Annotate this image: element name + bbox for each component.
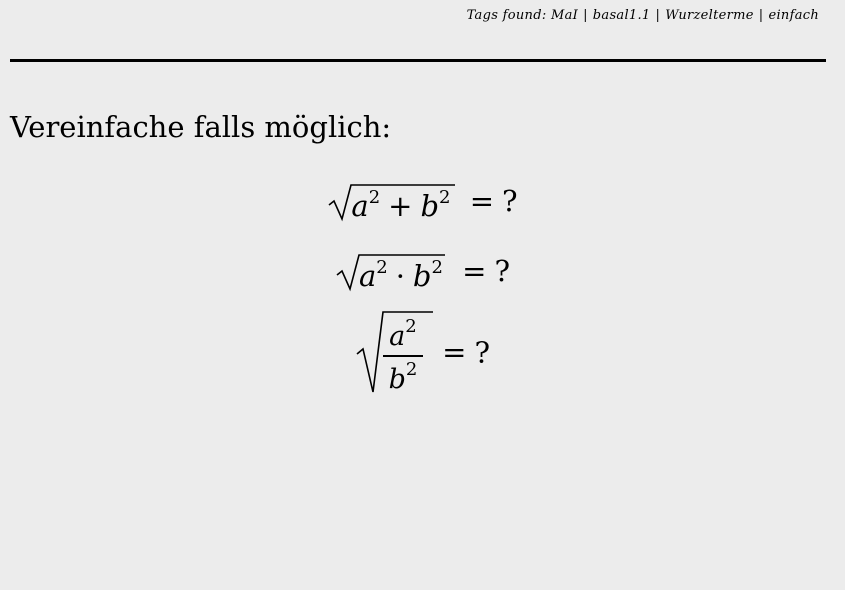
equals-sign: = [469, 184, 495, 218]
answer-placeholder: ? [494, 254, 511, 288]
header-divider [10, 59, 826, 62]
expression-quotient-of-squares [0, 310, 845, 395]
variable-a: a [351, 189, 369, 223]
answer-placeholder: ? [474, 335, 491, 370]
square-root [355, 310, 423, 395]
equals-sign: = [462, 254, 487, 288]
radical-sign-icon [327, 183, 457, 227]
exponent-b: 2 [405, 358, 418, 380]
tag-separator: | [655, 8, 661, 23]
exponent-b: 2 [439, 187, 451, 208]
tag-mai: MaI [550, 8, 579, 23]
tag-einfach: einfach [768, 8, 819, 23]
square-root [335, 253, 443, 293]
tag-separator: | [758, 8, 764, 23]
expression-sum-of-squares [0, 183, 845, 223]
exponent-b: 2 [431, 257, 443, 278]
variable-b: b [412, 259, 432, 293]
tags-label: Tags found: [466, 8, 547, 23]
question-prompt: Vereinfache falls möglich: [10, 110, 392, 144]
exponent-a: 2 [376, 257, 388, 278]
exponent-a: 2 [368, 187, 381, 208]
variable-a: a [358, 259, 377, 293]
variable-b: b [388, 363, 406, 395]
tag-basal: basal1.1 [592, 8, 651, 23]
tag-wurzelterme: Wurzelterme [665, 8, 754, 23]
exponent-a: 2 [405, 316, 417, 337]
equals-sign: = [442, 335, 467, 370]
square-root [327, 183, 450, 223]
tag-separator: | [583, 8, 588, 23]
expression-product-of-squares [0, 253, 845, 293]
radical-sign-icon [355, 310, 435, 396]
tags-header [467, 8, 819, 23]
plus-operator: + [388, 189, 413, 223]
variable-b: b [420, 189, 440, 223]
variable-a: a [389, 321, 406, 352]
answer-placeholder: ? [502, 184, 518, 218]
multiply-operator: · [395, 259, 405, 293]
radical-sign-icon [335, 253, 447, 297]
